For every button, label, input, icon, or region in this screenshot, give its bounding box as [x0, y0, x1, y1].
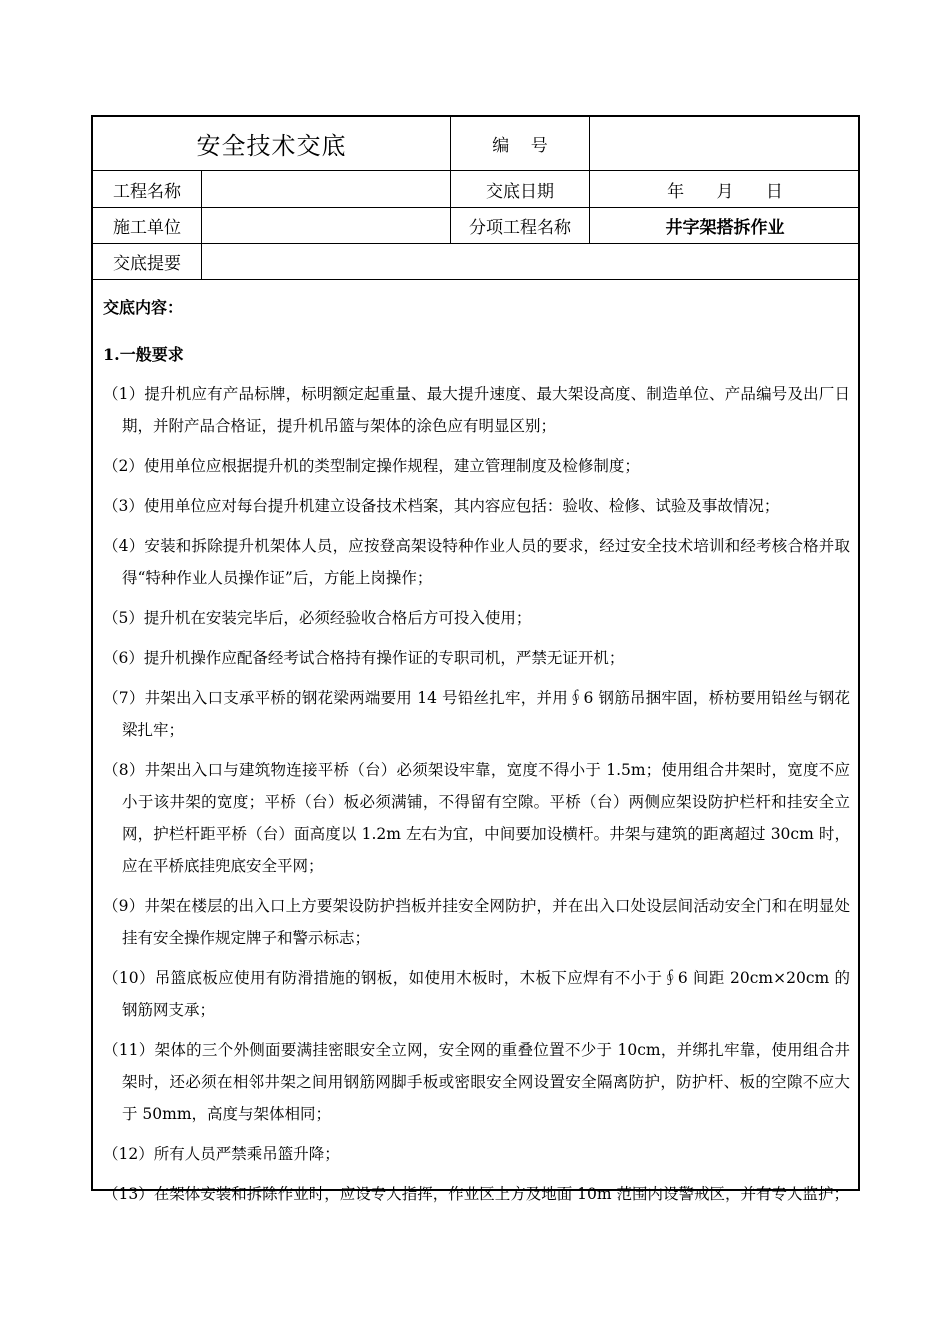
- list-item: （7）井架出入口支承平桥的钢花梁两端要用 14 号铅丝扎牢，并用∮6 钢筋吊捆牢固，桥枋要用铅丝与钢花梁扎牢；: [103, 689, 850, 739]
- disclosure-form: [91, 115, 860, 1203]
- number-label: 编 号: [492, 136, 548, 156]
- sub-project-label: 分项工程名称: [469, 218, 571, 238]
- list-item: （2）使用单位应根据提升机的类型制定操作规程，建立管理制度及检修制度；: [103, 457, 640, 475]
- content-label: 交底内容：: [103, 298, 184, 317]
- summary-label: 交底提要: [113, 254, 181, 274]
- date-label: 交底日期: [486, 181, 554, 202]
- summary-field[interactable]: [202, 244, 860, 279]
- list-item: （12）所有人员严禁乘吊篮升降；: [103, 1145, 340, 1163]
- list-item: （8）井架出入口与建筑物连接平桥（台）必须架设牢靠，宽度不得小于 1.5m；使用组合井架时，宽度不应小于该井架的宽度；平桥（台）板必须满铺，不得留有空隙。平桥（台）两侧应架设防护栏杆和挂安全立网，护栏杆距平桥（台）面高度以 1.2m 左右为宜，中间要加设横杆。井架与建筑的距离超过 30cm 时，应在平桥底挂兜底安全平网；: [103, 761, 850, 875]
- project-name-field[interactable]: [202, 171, 450, 207]
- page-title: 安全技术交底: [196, 132, 347, 160]
- list-item: （3）使用单位应对每台提升机建立设备技术档案，其内容应包括：验收、检修、试验及事故情况；: [103, 497, 780, 515]
- unit-field[interactable]: [202, 208, 450, 243]
- list-item: （11）架体的三个外侧面要满挂密眼安全立网，安全网的重叠位置不少于 10cm，并绑扎牢靠，使用组合井架时，还必须在相邻井架之间用钢筋网脚手板或密眼安全网设置安全隔离防护，防护杆、板的空隙不应大于 50mm，高度与架体相同；: [103, 1041, 850, 1123]
- list-item: （13）在架体安装和拆除作业时，应设专人指挥，作业区上方及地面 10m 范围内设警戒区，并有专人监护；: [103, 1185, 850, 1203]
- list-item: （5）提升机在安装完毕后，必须经验收合格后方可投入使用；: [103, 609, 532, 627]
- list-item: （9）井架在楼层的出入口上方要架设防护挡板并挂安全网防护，并在出入口处设层间活动安全门和在明显处挂有安全操作规定牌子和警示标志；: [103, 897, 850, 947]
- unit-label: 施工单位: [113, 218, 181, 238]
- date-field[interactable]: 年 月 日: [667, 181, 783, 202]
- sub-project-value: 井字架搭拆作业: [665, 218, 785, 238]
- section-title: 1.一般要求: [103, 345, 184, 364]
- disclosure-content: [93, 281, 858, 1203]
- row-divider: [93, 279, 858, 280]
- list-item: （10）吊篮底板应使用有防滑措施的钢板，如使用木板时，木板下应焊有不小于∮6 间距 20cm×20cm 的钢筋网支承；: [103, 969, 850, 1019]
- item-list: [103, 378, 850, 1210]
- project-name-label: 工程名称: [113, 181, 181, 202]
- list-item: （1）提升机应有产品标牌，标明额定起重量、最大提升速度、最大架设高度、制造单位、产品编号及出厂日期，并附产品合格证，提升机吊篮与架体的涂色应有明显区别；: [103, 385, 850, 435]
- list-item: （6）提升机操作应配备经考试合格持有操作证的专职司机，严禁无证开机；: [103, 649, 625, 667]
- list-item: （4）安装和拆除提升机架体人员，应按登高架设特种作业人员的要求，经过安全技术培训和经考核合格并取得“特种作业人员操作证”后，方能上岗操作；: [103, 537, 850, 587]
- number-field[interactable]: [590, 117, 860, 170]
